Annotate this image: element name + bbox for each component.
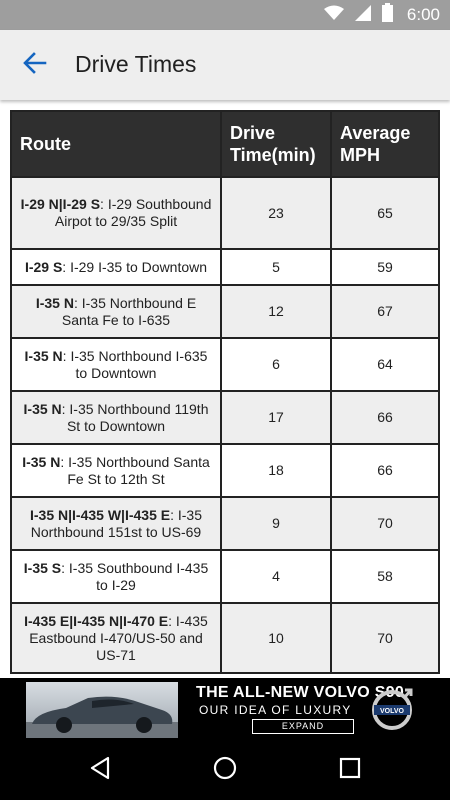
arrow-left-icon [23, 52, 47, 79]
drive-times-content[interactable] [0, 100, 450, 678]
nav-home-button[interactable] [210, 755, 240, 785]
mph-cell: 59 [332, 250, 438, 284]
volvo-logo [370, 687, 414, 731]
route-desc: : I-435 Eastbound I-470/US-50 and US-71 [29, 612, 208, 663]
route-cell [12, 392, 220, 443]
route-desc: : I-35 Southbound I-435 to I-29 [61, 559, 209, 593]
status-icons [324, 0, 440, 30]
table-row [12, 445, 438, 496]
mph-cell: 58 [332, 551, 438, 602]
drive-time-cell: 9 [222, 498, 330, 549]
ad-tagline: OUR IDEA OF LUXURY [199, 703, 352, 717]
battery-icon [382, 3, 393, 27]
table-row [12, 392, 438, 443]
car-image [26, 682, 178, 738]
route-cell [12, 551, 220, 602]
table-row [12, 339, 438, 390]
route-desc: : I-35 Northbound Santa Fe St to 12th St [60, 453, 210, 487]
header-average-mph: Average MPH [332, 112, 438, 176]
route-code: I-35 N [22, 453, 61, 470]
route-code: I-435 E|I-435 N|I-470 E [24, 612, 169, 629]
route-cell [12, 604, 220, 672]
header-route: Route [12, 112, 220, 176]
drive-time-cell: 5 [222, 250, 330, 284]
wifi-icon [324, 5, 344, 26]
route-code: I-35 S [23, 559, 62, 576]
drive-time-cell: 4 [222, 551, 330, 602]
route-desc: : I-29 I-35 to Downtown [62, 258, 208, 275]
route-cell [12, 339, 220, 390]
route-cell [12, 286, 220, 337]
ad-headline: THE ALL-NEW VOLVO S90 [196, 684, 405, 701]
mph-cell: 64 [332, 339, 438, 390]
route-desc: : I-29 Southbound Airpot to 29/35 Split [54, 196, 212, 229]
drive-time-cell: 12 [222, 286, 330, 337]
route-code: I-35 N [23, 400, 62, 417]
mph-cell: 65 [332, 178, 438, 248]
status-time: 6:00 [406, 5, 440, 24]
signal-icon [354, 4, 372, 27]
back-button[interactable] [18, 50, 52, 80]
mph-cell: 66 [332, 445, 438, 496]
drive-time-cell: 6 [222, 339, 330, 390]
ad-expand-button[interactable]: EXPAND [252, 719, 354, 734]
mph-cell: 66 [332, 392, 438, 443]
recents-square-icon [339, 757, 361, 784]
app-bar [0, 30, 450, 100]
route-cell [12, 250, 220, 284]
table-row [12, 604, 438, 672]
page-title: Drive Times [75, 51, 197, 77]
route-desc: : I-35 Northbound E Santa Fe to I-635 [61, 294, 197, 328]
drive-time-cell: 18 [222, 445, 330, 496]
table-row [12, 286, 438, 337]
route-cell [12, 445, 220, 496]
route-cell [12, 498, 220, 549]
home-circle-icon [213, 756, 237, 785]
table-row [12, 498, 438, 549]
route-desc: : I-35 Northbound 119th St to Downtown [61, 400, 209, 434]
mph-cell: 67 [332, 286, 438, 337]
table-header-row [12, 112, 438, 176]
table-row [12, 250, 438, 284]
system-nav-bar [0, 740, 450, 800]
mph-cell: 70 [332, 604, 438, 672]
route-code: I-29 N|I-29 S [20, 196, 101, 212]
table-row [12, 551, 438, 602]
back-triangle-icon [89, 756, 111, 785]
route-code: I-29 S [24, 258, 63, 275]
table-row [12, 178, 438, 248]
status-bar [0, 0, 450, 30]
nav-recents-button[interactable] [335, 755, 365, 785]
route-code: I-35 N [35, 294, 74, 311]
route-cell [12, 178, 220, 248]
route-desc: : I-35 Northbound 151st to US-69 [30, 506, 202, 540]
nav-back-button[interactable] [85, 755, 115, 785]
ad-banner[interactable] [0, 678, 450, 740]
mph-cell: 70 [332, 498, 438, 549]
route-code: I-35 N|I-435 W|I-435 E [29, 506, 171, 523]
header-drive-time: Drive Time(min) [222, 112, 330, 176]
drive-time-cell: 23 [222, 178, 330, 248]
route-desc: : I-35 Northbound I-635 to Downtown [62, 347, 208, 381]
route-code: I-35 N [24, 347, 63, 364]
drive-times-table [10, 110, 440, 674]
volvo-logo-text: VOLVO [380, 708, 404, 715]
drive-time-cell: 10 [222, 604, 330, 672]
drive-time-cell: 17 [222, 392, 330, 443]
